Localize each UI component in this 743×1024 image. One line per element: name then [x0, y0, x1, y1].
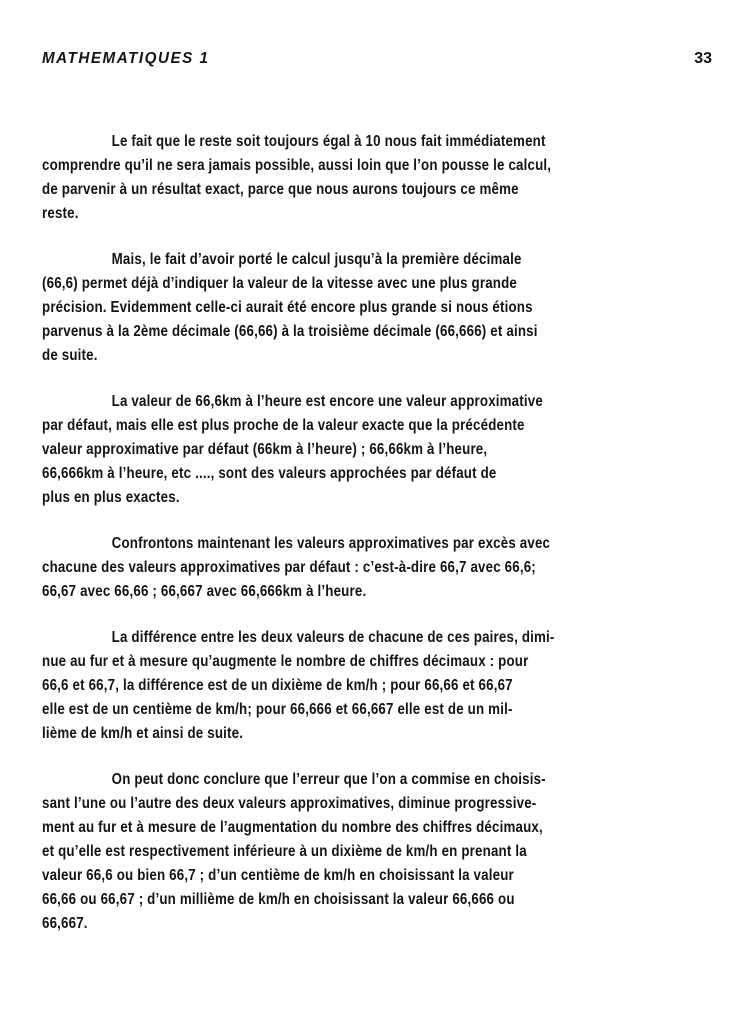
text-line: de suite. [42, 347, 98, 364]
running-title: MATHEMATIQUES 1 [42, 50, 210, 67]
text-line: La valeur de 66,6km à l’heure est encore une valeur approximative [111, 393, 543, 410]
text-line: par défaut, mais elle est plus proche de la valeur exacte que la précédente [42, 417, 525, 434]
text-line: précision. Evidemment celle-ci aurait été encore plus grande si nous étions [42, 299, 533, 316]
text-line: 66,667. [42, 915, 88, 932]
text-line: Mais, le fait d’avoir porté le calcul jusqu’à la première décimale [111, 251, 522, 268]
text-line: 66,67 avec 66,66 ; 66,667 avec 66,666km à l’heure. [42, 583, 367, 600]
text-line: reste. [42, 205, 79, 222]
text-line: Le fait que le reste soit toujours égal à 10 nous fait immédiatement [111, 133, 546, 150]
text-line: valeur approximative par défaut (66km à l’heure) ; 66,66km à l’heure, [42, 441, 488, 458]
page-header [42, 50, 712, 72]
paragraph-3 [42, 390, 714, 510]
text-line: plus en plus exactes. [42, 489, 180, 506]
text-line: Confrontons maintenant les valeurs approximatives par excès avec [111, 535, 551, 552]
text-line: valeur 66,6 ou bien 66,7 ; d’un centième de km/h en choisissant la valeur [42, 867, 514, 884]
paragraph-5 [42, 626, 714, 746]
text-line: comprendre qu’il ne sera jamais possible, aussi loin que l’on pousse le calcul, [42, 157, 552, 174]
text-line: sant l’une ou l’autre des deux valeurs approximatives, diminue progressive- [42, 795, 537, 812]
text-line: ment au fur et à mesure de l’augmentation du nombre des chiffres décimaux, [42, 819, 543, 836]
text-line: 66,66 ou 66,67 ; d’un millième de km/h en choisissant la valeur 66,666 ou [42, 891, 515, 908]
paragraph-2 [42, 248, 714, 368]
text-line: 66,666km à l’heure, etc ...., sont des valeurs approchées par défaut de [42, 465, 497, 482]
text-line: de parvenir à un résultat exact, parce que nous aurons toujours ce même [42, 181, 519, 198]
page-body [42, 130, 714, 936]
text-line: (66,6) permet déjà d’indiquer la valeur de la vitesse avec une plus grande [42, 275, 518, 292]
text-line: nue au fur et à mesure qu’augmente le nombre de chiffres décimaux : pour [42, 653, 529, 670]
text-line: La différence entre les deux valeurs de chacune de ces paires, dimi- [111, 629, 555, 646]
paragraph-6 [42, 768, 714, 936]
text-line: On peut donc conclure que l’erreur que l’on a commise en choisis- [111, 771, 546, 788]
text-line: chacune des valeurs approximatives par défaut : c’est-à-dire 66,7 avec 66,6; [42, 559, 536, 576]
paragraph-1 [42, 130, 714, 226]
text-line: et qu’elle est respectivement inférieure à un dixième de km/h en prenant la [42, 843, 527, 860]
paragraph-4 [42, 532, 714, 604]
text-line: 66,6 et 66,7, la différence est de un dixième de km/h ; pour 66,66 et 66,67 [42, 677, 513, 694]
page-number: 33 [694, 50, 712, 67]
text-line: elle est de un centième de km/h; pour 66,666 et 66,667 elle est de un mil- [42, 701, 513, 718]
text-line: lième de km/h et ainsi de suite. [42, 725, 244, 742]
text-line: parvenus à la 2ème décimale (66,66) à la troisième décimale (66,666) et ainsi [42, 323, 538, 340]
